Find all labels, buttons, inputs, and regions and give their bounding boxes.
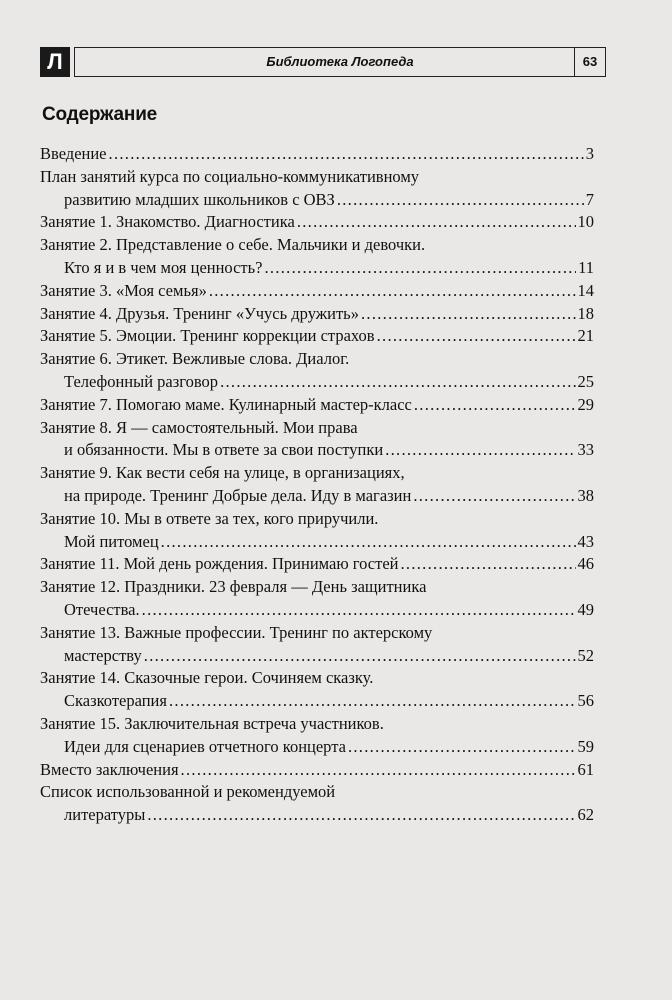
toc-entry (40, 781, 594, 827)
toc-line (40, 531, 594, 554)
toc-entry (40, 234, 594, 280)
dot-leader (414, 394, 576, 417)
toc-line (40, 394, 594, 417)
toc-entry (40, 211, 594, 234)
page-title: Содержание (42, 104, 158, 125)
toc-entry (40, 143, 594, 166)
toc-entry-title: Мой питомец (64, 531, 159, 551)
toc-page-number: 3 (585, 144, 594, 163)
toc-entry (40, 508, 594, 554)
toc-line (40, 439, 594, 462)
running-header (40, 47, 600, 79)
toc-line (40, 257, 594, 280)
toc-line (40, 166, 594, 189)
dot-leader (144, 645, 576, 668)
dot-leader (264, 257, 576, 280)
toc-line (40, 348, 594, 371)
toc-line (40, 667, 594, 690)
toc-line (40, 576, 594, 599)
toc-entry-title: Список использованной и рекомендуемой (40, 782, 336, 802)
toc-entry-title: Занятие 3. «Моя семья» (40, 280, 207, 300)
toc-entry-title: Введение (40, 144, 107, 163)
toc-line (40, 280, 594, 303)
toc-entry (40, 394, 594, 417)
dot-leader (361, 303, 576, 326)
toc-entry-title: Занятие 9. Как вести себя на улице, в организациях, (40, 463, 405, 483)
dot-leader (209, 280, 576, 303)
toc-entry-title: Занятие 11. Мой день рождения. Принимаю гостей (40, 554, 399, 574)
toc-page-number: 33 (577, 440, 594, 460)
toc-page-number: 38 (577, 485, 594, 505)
toc-entry-title: Сказкотерапия (64, 691, 167, 711)
toc-entry (40, 303, 594, 326)
toc-entry (40, 325, 594, 348)
toc-line (40, 211, 594, 234)
toc-entry (40, 280, 594, 303)
toc-entry-title: Занятие 8. Я — самостоятельный. Мои права (40, 417, 358, 437)
toc-entry-title: развитию младших школьников с ОВЗ (64, 189, 335, 209)
toc-line (40, 417, 594, 440)
dot-leader (181, 759, 576, 782)
dot-leader (385, 439, 575, 462)
toc-entry-title: Занятие 1. Знакомство. Диагностика (40, 212, 295, 232)
toc-entry-title: Занятие 15. Заключительная встреча участников. (40, 713, 384, 733)
dot-leader (297, 211, 576, 234)
dot-leader (377, 325, 576, 348)
toc-entry-title: Кто я и в чем моя ценность? (64, 257, 263, 277)
toc-page-number: 14 (577, 280, 594, 300)
toc-entry-title: литературы (64, 805, 146, 825)
toc-entry-title: Идеи для сценариев отчетного концерта (64, 736, 346, 756)
toc-page-number: 10 (577, 212, 594, 232)
toc-line (40, 462, 594, 485)
dot-leader (337, 189, 584, 212)
toc-entry (40, 348, 594, 394)
dot-leader (348, 736, 576, 759)
toc-page-number: 62 (577, 805, 594, 825)
toc-page-number: 25 (577, 371, 594, 391)
toc-line (40, 645, 594, 668)
toc-line (40, 485, 594, 508)
toc-page-number: 59 (577, 736, 594, 756)
page-number: 63 (574, 48, 605, 76)
toc-line (40, 599, 594, 622)
dot-leader (147, 804, 575, 827)
toc-page-number: 11 (578, 257, 594, 277)
toc-entry-title: Занятие 14. Сказочные герои. Сочиняем сказку. (40, 668, 374, 688)
toc-page-number: 56 (577, 691, 594, 711)
dot-leader (109, 143, 584, 166)
toc-entry-title: Занятие 13. Важные профессии. Тренинг по актерскому (40, 622, 433, 642)
toc-entry (40, 166, 594, 212)
toc-line (40, 804, 594, 827)
toc-page-number: 43 (577, 531, 594, 551)
toc-entry-title: Занятие 12. Праздники. 23 февраля — День защитника (40, 577, 427, 597)
series-title: Библиотека Логопеда (266, 54, 414, 69)
toc-line (40, 759, 594, 782)
toc-entry-title: Занятие 6. Этикет. Вежливые слова. Диалог. (40, 349, 350, 369)
toc-entry-title: Занятие 2. Представление о себе. Мальчики и девочки. (40, 235, 426, 255)
toc-page-number: 61 (577, 759, 594, 779)
dot-leader (413, 485, 575, 508)
toc-line (40, 622, 594, 645)
toc-entry-title: на природе. Тренинг Добрые дела. Иду в магазин (64, 485, 412, 505)
toc-entry (40, 667, 594, 713)
toc-page-number: 7 (585, 189, 594, 209)
toc-entry (40, 462, 594, 508)
toc-entry (40, 759, 594, 782)
toc-entry-title: Занятие 10. Мы в ответе за тех, кого приручили. (40, 508, 379, 528)
toc-page-number: 29 (577, 394, 594, 414)
toc-entry-title: Занятие 4. Друзья. Тренинг «Учусь дружить» (40, 303, 359, 323)
header-box (74, 47, 606, 77)
series-logo: Л (40, 47, 70, 77)
toc-line (40, 690, 594, 713)
toc-entry-title: Телефонный разговор (64, 371, 219, 391)
dot-leader (142, 599, 576, 622)
toc-line (40, 371, 594, 394)
toc-line (40, 736, 594, 759)
toc-entry (40, 576, 594, 622)
dot-leader (169, 690, 576, 713)
toc-entry-title: Отечества. (64, 599, 140, 619)
toc-entry (40, 622, 594, 668)
toc-line (40, 713, 594, 736)
dot-leader (220, 371, 575, 394)
toc-line (40, 553, 594, 576)
toc-entry (40, 713, 594, 759)
toc-line (40, 325, 594, 348)
toc-line (40, 143, 594, 166)
toc-entry-title: Занятие 5. Эмоции. Тренинг коррекции страхов (40, 326, 375, 346)
toc-page-number: 52 (577, 645, 594, 665)
toc-line (40, 189, 594, 212)
toc-entry-title: Вместо заключения (40, 759, 179, 779)
toc-page-number: 18 (577, 303, 594, 323)
toc-line (40, 303, 594, 326)
toc-page-number: 49 (577, 599, 594, 619)
toc-page-number: 21 (577, 326, 594, 346)
toc-entry-title: мастерству (64, 645, 142, 665)
toc-entry (40, 553, 594, 576)
toc-page-number: 46 (577, 554, 594, 574)
table-of-contents (40, 143, 594, 827)
dot-leader (400, 553, 575, 576)
toc-entry-title: и обязанности. Мы в ответе за свои поступки (64, 440, 384, 460)
toc-line (40, 781, 594, 804)
toc-entry (40, 417, 594, 463)
toc-entry-title: План занятий курса по социально-коммуникативному (40, 166, 420, 186)
toc-line (40, 234, 594, 257)
toc-line (40, 508, 594, 531)
toc-entry-title: Занятие 7. Помогаю маме. Кулинарный мастер-класс (40, 394, 412, 414)
dot-leader (161, 531, 576, 554)
